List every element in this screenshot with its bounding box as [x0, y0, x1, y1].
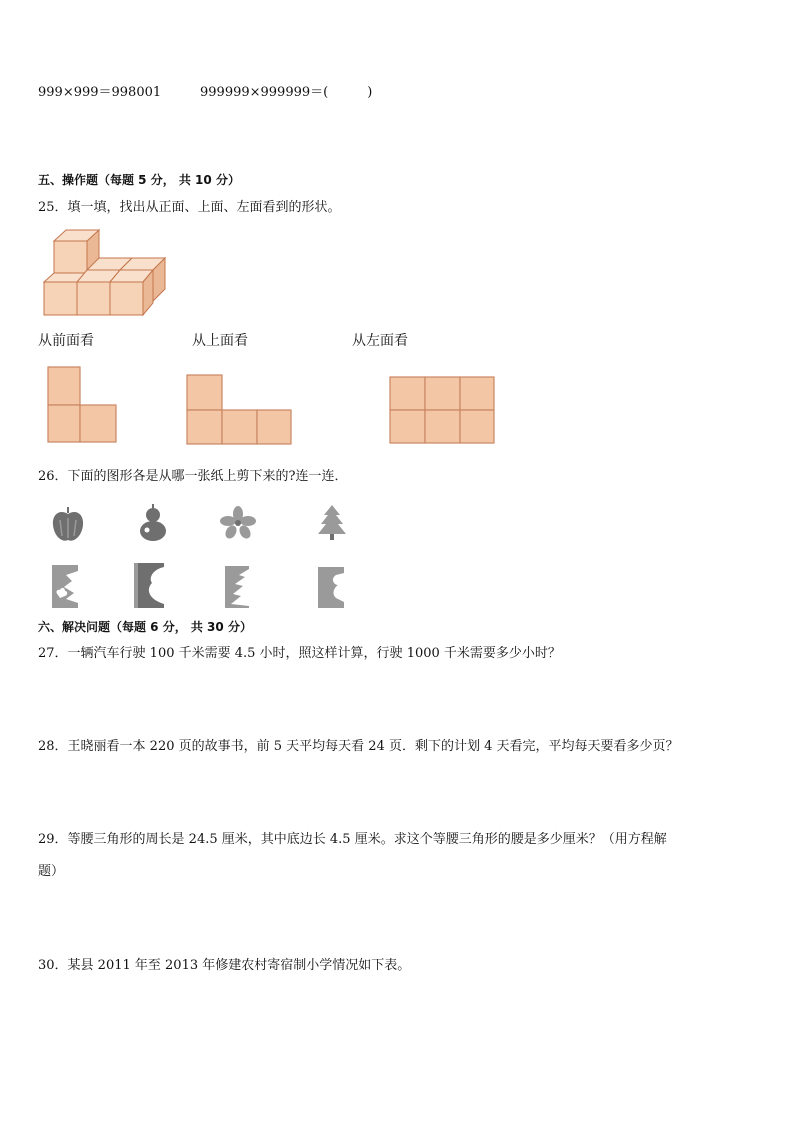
apple-icon: [50, 506, 86, 544]
question-29-text-line1: 29．等腰三角形的周长是 24.5 厘米，其中底边长 4.5 厘米。求这个等腰三角形的腰是多少厘米？（用方程解: [38, 832, 667, 847]
left-view-shape: [390, 377, 496, 445]
tree-icon: [316, 505, 348, 541]
question-25-text: 25．填一填，找出从正面、上面、左面看到的形状。: [38, 200, 341, 215]
section-five-title: 五、操作题（每题 5 分， 共 10 分）: [38, 173, 240, 187]
top-view-shape: [187, 375, 293, 445]
front-view-shape: [48, 367, 118, 443]
question-30-text: 30．某县 2011 年至 2013 年修建农村寄宿制小学情况如下表。: [38, 958, 411, 973]
cube-stack-figure: [40, 226, 175, 318]
label-front-view: 从前面看: [38, 333, 94, 349]
cut-paper-1: [52, 565, 80, 609]
cut-paper-4: [318, 567, 346, 609]
label-left-view: 从左面看: [352, 333, 408, 349]
expression-999: 999×999＝998001: [38, 85, 162, 100]
cut-paper-3: [225, 566, 251, 609]
gourd-icon: [138, 504, 168, 542]
flower-icon: [220, 506, 256, 540]
question-27-text: 27．一辆汽车行驶 100 千米需要 4.5 小时，照这样计算，行驶 1000 千米需要多少小时？: [38, 646, 561, 661]
expression-999999-blank: 999999×999999＝( ): [200, 85, 373, 100]
section-six-title: 六、解决问题（每题 6 分， 共 30 分）: [38, 620, 252, 634]
question-26-text: 26．下面的图形各是从哪一张纸上剪下来的?连一连．: [38, 469, 348, 484]
label-top-view: 从上面看: [192, 333, 248, 349]
question-28-text: 28．王晓丽看一本 220 页的故事书，前 5 天平均每天看 24 页．剩下的计划 4 天看完，平均每天要看多少页？: [38, 739, 679, 754]
cut-paper-2: [134, 563, 166, 609]
question-29-text-line2: 题）: [38, 864, 65, 879]
